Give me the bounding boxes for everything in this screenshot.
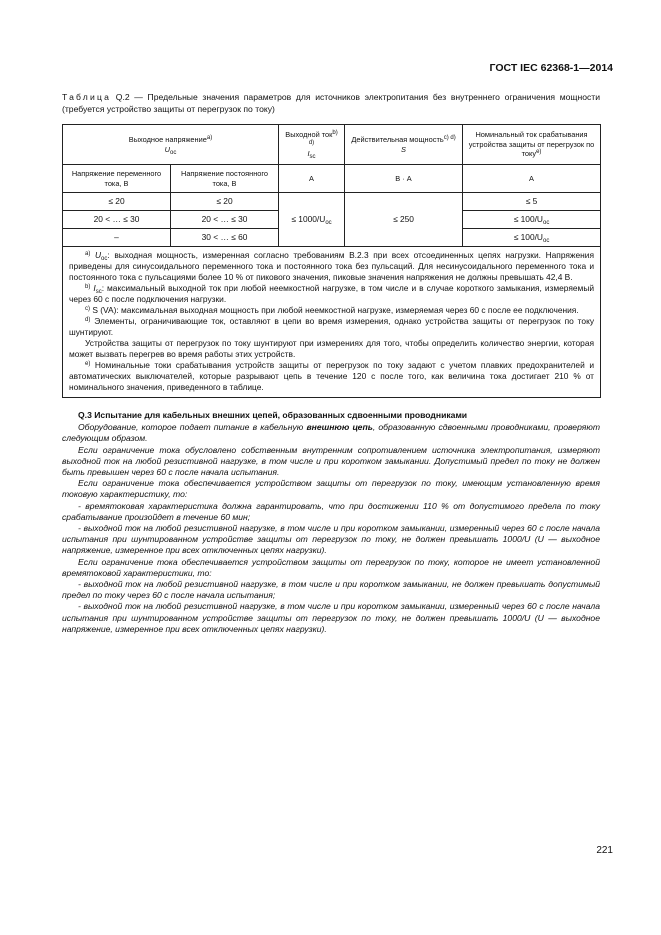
unit-rated: А: [463, 165, 601, 193]
header-ac-voltage: Напряжение переменного тока, В: [63, 165, 171, 193]
cell-power-limit: ≤ 250: [345, 193, 463, 247]
header-dc-voltage: Напряжение постоянного тока, В: [171, 165, 279, 193]
caption-text: — Предельные значения параметров для источников электропитания без внутреннего ограничения мощности (требуется устройство защиты от перегрузок по току): [62, 92, 601, 114]
cell-rated: ≤ 5: [463, 193, 601, 211]
caption-number: Q.2: [115, 92, 130, 102]
unit-current: А: [279, 165, 345, 193]
unit-power: В · А: [345, 165, 463, 193]
note-d: $^{d)}$ Элементы, ограничивающие ток, оставляют в цепи во время измерения, однако устройства защиты от перегрузок по току шунтируют.: [69, 316, 595, 337]
paragraph: Если ограничение тока обеспечивается устройством защиты от перегрузок по току, которое не имеет установленной времятоковой характеристики, то:: [62, 556, 600, 578]
note-e: $^{e)}$ Номинальные токи срабатывания устройств защиты от перегрузок по току задают с учетом плавких предохранителей и автоматических выключателей, которые разрывают цепь в течение 120 с после того, как величина тока достигает 210 % от номинального значения, приведенного в таблице.: [69, 360, 595, 392]
cell-dc: ≤ 20: [171, 193, 279, 211]
cell-ac: 20 < … ≤ 30: [63, 211, 171, 229]
section-title: Q.3 Испытание для кабельных внешних цепей, образованных сдвоенными проводниками: [78, 410, 468, 420]
paragraph: Если ограничение тока обусловлено собственным внутренним сопротивлением источника электропитания, измеряют выходной ток на любой резистивной нагрузке, в том числе и при коротком замыкании. Допустимый предел по току не должен быть превышен через 60 с после начала испытания.: [62, 444, 600, 478]
table-notes: [63, 247, 601, 398]
cell-dc: 30 < … ≤ 60: [171, 229, 279, 247]
note-d-continued: Устройства защиты от перегрузок по току шунтируют при измерениях для того, чтобы определить количество энергии, которая может вызвать перегрев во время работы этих устройств.: [69, 338, 595, 359]
limits-table: [62, 124, 601, 398]
note-b: $^{b)}$ $I_{sc}$: максимальный выходной ток при любой неемкостной нагрузке, в том числе и в случае короткого замыкания, измеряемый через 60 с после подключения нагрузки.: [69, 283, 595, 304]
cell-current-limit: ≤ $1000/U_{oc}$: [279, 193, 345, 247]
table-caption: [62, 92, 600, 115]
cell-dc: 20 < … ≤ 30: [171, 211, 279, 229]
note-c: $^{c)}$ S (VA): максимальная выходная мощность при любой неемкостной нагрузке, измеряемая через 60 с после ее подключения.: [85, 305, 579, 315]
cell-ac: ≤ 20: [63, 193, 171, 211]
cell-rated: ≤ $100/U_{oc}$: [463, 211, 601, 229]
list-item: - времятоковая характеристика должна гарантировать, что при достижении 110 % от допустимого предела по току срабатывание произойдет в течение 60 мин;: [62, 500, 600, 522]
standard-header: ГОСТ IEC 62368-1—2014: [489, 62, 613, 74]
header-output-current: Выходной ток$^{b) d)}$ $I_{sc}$: [279, 125, 345, 165]
list-item: - выходной ток на любой резистивной нагрузке, в том числе и при коротком замыкании, измеренный через 60 с после начала испытания при шунтированном устройстве защиты от перегрузок по току, не должен превышать 1000/U (U — выходное напряжение, измеренное при всех отключенных цепях нагрузки).: [62, 601, 600, 634]
paragraph: Оборудование, которое подает питание в кабельную внешнюю цепь, образованную сдвоенными проводниками, проверяют следующим образом.: [62, 422, 600, 444]
section-q3: [62, 410, 600, 635]
header-real-power: Действительная мощность$^{c) d)}$ S: [345, 125, 463, 165]
cell-ac: –: [63, 229, 171, 247]
table-row: [63, 193, 601, 211]
cell-rated: ≤ $100/U_{oc}$: [463, 229, 601, 247]
list-item: - выходной ток на любой резистивной нагрузке, в том числе и при коротком замыкании, измеренный через 60 с после начала испытания при шунтированном устройстве защиты от перегрузок по току, не должен превышать 1000/U (U — выходное напряжение, измеренное при всех отключенных цепях нагрузки).: [62, 523, 600, 556]
note-a: $^{a)}$ $U_{oc}$: выходная мощность, измеренная согласно требованиям В.2.3 при всех отсоединенных цепях нагрузки. Напряжения приведены для синусоидального переменного тока и постоянного тока без пульсаций. Для несинусоидального переменного тока и постоянного тока с пульсациями более 10 % от пикового значения, пиковые значения напряжения не должны превышать 42,4 В.: [69, 250, 595, 282]
page-number: 221: [596, 845, 613, 856]
caption-label: Таблица: [62, 92, 112, 102]
paragraph: Если ограничение тока обеспечивается устройством защиты от перегрузок по току, имеющим установленную время токовую характеристику, то:: [62, 478, 600, 500]
list-item: - выходной ток на любой резистивной нагрузке, в том числе и при коротком замыкании, не должен превышать допустимый предел по току через 60 с после начала испытания;: [62, 579, 600, 601]
header-rated-current: Номинальный ток срабатывания устройства защиты от перегрузок по току$^{e)}$: [463, 125, 601, 165]
header-output-voltage: Выходное напряжение$^{a)}$ $U_{oc}$: [63, 125, 279, 165]
